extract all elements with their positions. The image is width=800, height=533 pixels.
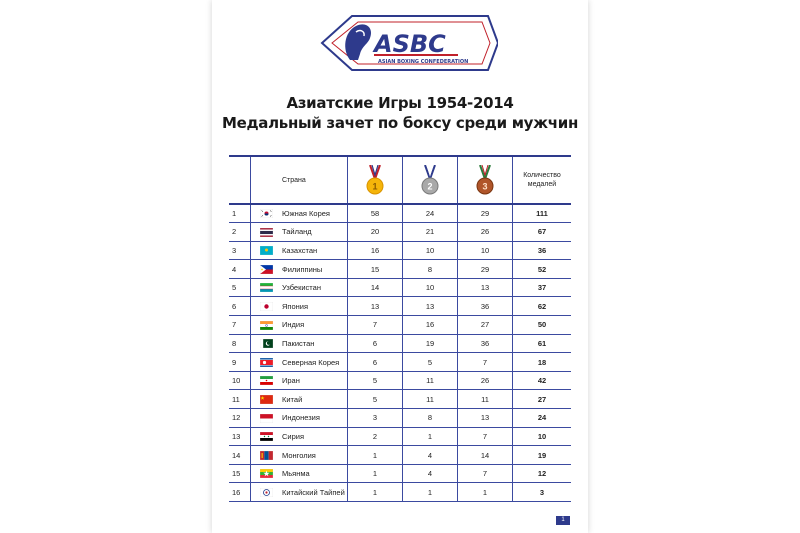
rank-cell: 12 [229,409,251,428]
header-flag [251,156,283,204]
svg-text:2: 2 [427,181,433,192]
bronze-count-cell: 10 [458,241,513,260]
gold-count-cell: 7 [348,316,403,335]
total-count-cell: 36 [513,241,572,260]
silver-count-cell: 1 [403,427,458,446]
table-row [229,464,571,483]
country-cell: Узбекистан [282,278,348,297]
bronze-count-cell: 36 [458,297,513,316]
gold-count-cell: 1 [348,464,403,483]
rank-cell: 4 [229,260,251,279]
silver-count-cell: 1 [403,483,458,502]
rank-cell: 16 [229,483,251,502]
gold-count-cell: 16 [348,241,403,260]
silver-count-cell: 8 [403,260,458,279]
india-flag-icon [251,316,283,335]
bronze-count-cell: 29 [458,204,513,223]
total-count-cell: 61 [513,334,572,353]
silver-count-cell: 11 [403,390,458,409]
rank-cell: 2 [229,223,251,242]
table-row [229,446,571,465]
bronze-count-cell: 7 [458,353,513,372]
page-subtitle: Медальный зачет по боксу среди мужчин [221,114,579,132]
bronze-count-cell: 36 [458,334,513,353]
rank-cell: 6 [229,297,251,316]
country-cell: Сирия [282,427,348,446]
silver-count-cell: 24 [403,204,458,223]
total-count-cell: 18 [513,353,572,372]
silver-count-cell: 21 [403,223,458,242]
bronze-count-cell: 14 [458,446,513,465]
total-count-cell: 50 [513,316,572,335]
total-count-cell: 42 [513,371,572,390]
gold-count-cell: 20 [348,223,403,242]
total-count-cell: 10 [513,427,572,446]
uzbekistan-flag-icon [251,278,283,297]
bronze-medal-icon [458,156,513,204]
logo-subtitle: ASIAN BOXING CONFEDERATION [378,59,469,65]
country-cell: Индия [282,316,348,335]
gold-count-cell: 3 [348,409,403,428]
rank-cell: 10 [229,371,251,390]
total-count-cell: 24 [513,409,572,428]
silver-medal-icon [403,156,458,204]
country-cell: Южная Корея [282,204,348,223]
silver-count-cell: 8 [403,409,458,428]
bronze-count-cell: 29 [458,260,513,279]
table-row [229,483,571,502]
rank-cell: 15 [229,464,251,483]
logo-text: ASBC [374,30,446,58]
mongolia-flag-icon [251,446,283,465]
gold-medal-icon [348,156,403,204]
country-cell: Иран [282,371,348,390]
gold-count-cell: 6 [348,353,403,372]
table-row [229,390,571,409]
gold-count-cell: 13 [348,297,403,316]
header-total: Количество медалей [513,156,572,204]
silver-count-cell: 11 [403,371,458,390]
gold-count-cell: 14 [348,278,403,297]
bronze-count-cell: 7 [458,427,513,446]
philippines-flag-icon [251,260,283,279]
silver-count-cell: 10 [403,278,458,297]
rank-cell: 13 [229,427,251,446]
myanmar-flag-icon [251,464,283,483]
asbc-logo [312,10,498,76]
total-count-cell: 67 [513,223,572,242]
table-row [229,223,571,242]
total-count-cell: 37 [513,278,572,297]
gold-count-cell: 5 [348,390,403,409]
country-cell: Китайский Тайпей [282,483,348,502]
gold-count-cell: 2 [348,427,403,446]
medal-table [229,155,571,502]
kazakhstan-flag-icon [251,241,283,260]
rank-cell: 5 [229,278,251,297]
bronze-count-cell: 7 [458,464,513,483]
north-korea-flag-icon [251,353,283,372]
total-count-cell: 62 [513,297,572,316]
rank-cell: 3 [229,241,251,260]
header-country: Страна [282,156,348,204]
country-cell: Китай [282,390,348,409]
silver-count-cell: 4 [403,464,458,483]
country-cell: Казахстан [282,241,348,260]
total-count-cell: 3 [513,483,572,502]
silver-count-cell: 13 [403,297,458,316]
total-count-cell: 52 [513,260,572,279]
document-page [212,0,588,533]
total-count-cell: 19 [513,446,572,465]
table-row [229,278,571,297]
silver-count-cell: 10 [403,241,458,260]
bronze-count-cell: 13 [458,278,513,297]
country-cell: Мьянма [282,464,348,483]
rank-cell: 11 [229,390,251,409]
svg-text:3: 3 [482,181,488,192]
bronze-count-cell: 13 [458,409,513,428]
table-row [229,316,571,335]
rank-cell: 1 [229,204,251,223]
gold-count-cell: 6 [348,334,403,353]
china-flag-icon [251,390,283,409]
syria-flag-icon [251,427,283,446]
silver-count-cell: 5 [403,353,458,372]
bronze-count-cell: 27 [458,316,513,335]
bronze-count-cell: 1 [458,483,513,502]
country-cell: Филиппины [282,260,348,279]
country-cell: Северная Корея [282,353,348,372]
header-rank [229,156,251,204]
table-row [229,204,571,223]
country-cell: Пакистан [282,334,348,353]
japan-flag-icon [251,297,283,316]
bronze-count-cell: 26 [458,223,513,242]
gold-count-cell: 58 [348,204,403,223]
gold-count-cell: 5 [348,371,403,390]
rank-cell: 14 [229,446,251,465]
table-row [229,241,571,260]
table-header-row [229,156,571,204]
svg-text:1: 1 [372,181,378,192]
silver-count-cell: 4 [403,446,458,465]
country-cell: Тайланд [282,223,348,242]
country-cell: Монголия [282,446,348,465]
page-title: Азиатские Игры 1954-2014 [286,94,514,112]
total-count-cell: 27 [513,390,572,409]
page-number: 1 [556,516,570,525]
table-row [229,409,571,428]
pakistan-flag-icon [251,334,283,353]
table-row [229,353,571,372]
table-row [229,297,571,316]
table-row [229,260,571,279]
bronze-count-cell: 26 [458,371,513,390]
thailand-flag-icon [251,223,283,242]
iran-flag-icon [251,371,283,390]
gold-count-cell: 1 [348,483,403,502]
table-row [229,334,571,353]
silver-count-cell: 16 [403,316,458,335]
chinese-taipei-flag-icon [251,483,283,502]
silver-count-cell: 19 [403,334,458,353]
country-cell: Индонезия [282,409,348,428]
total-count-cell: 111 [513,204,572,223]
total-count-cell: 12 [513,464,572,483]
table-row [229,371,571,390]
logo-banner-graphic [312,10,498,76]
rank-cell: 8 [229,334,251,353]
bronze-count-cell: 11 [458,390,513,409]
country-cell: Япония [282,297,348,316]
rank-cell: 7 [229,316,251,335]
south-korea-flag-icon [251,204,283,223]
gold-count-cell: 1 [348,446,403,465]
table-row [229,427,571,446]
gold-count-cell: 15 [348,260,403,279]
rank-cell: 9 [229,353,251,372]
indonesia-flag-icon [251,409,283,428]
